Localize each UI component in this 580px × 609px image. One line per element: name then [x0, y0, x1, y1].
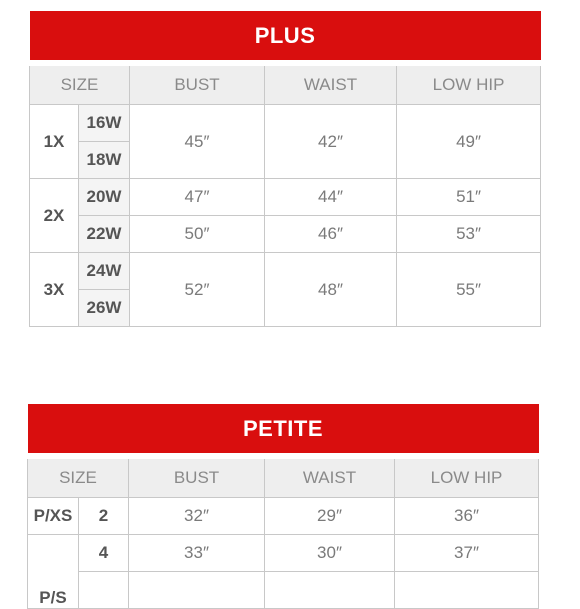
low-hip-value: 53″ — [397, 216, 541, 253]
low-hip-value: 36″ — [395, 498, 539, 535]
size-label: 1X — [30, 105, 79, 179]
table-row — [28, 498, 539, 535]
sub-size-label: 22W — [79, 216, 130, 253]
size-label: 3X — [30, 253, 79, 327]
sub-size-label: 18W — [79, 142, 130, 179]
size-label: P/S — [28, 535, 79, 609]
petite-header-size: SIZE — [28, 456, 129, 498]
sub-size-label: 26W — [79, 290, 130, 327]
bust-value: 45″ — [130, 105, 265, 179]
petite-size-chart — [27, 404, 539, 609]
table-row — [28, 535, 539, 572]
bust-value: 32″ — [129, 498, 265, 535]
bust-value: 52″ — [130, 253, 265, 327]
waist-value: 29″ — [265, 498, 395, 535]
sub-size-cell — [79, 572, 129, 609]
sub-size-label: 20W — [79, 179, 130, 216]
bust-value: 33″ — [129, 535, 265, 572]
waist-value: 44″ — [265, 179, 397, 216]
table-row — [30, 253, 541, 290]
plus-header-waist: WAIST — [265, 63, 397, 105]
table-row — [30, 105, 541, 142]
sub-size-label: 16W — [79, 105, 130, 142]
plus-size-chart — [29, 11, 541, 327]
waist-value: 48″ — [265, 253, 397, 327]
plus-header-low-hip: LOW HIP — [397, 63, 541, 105]
low-hip-value: 55″ — [397, 253, 541, 327]
plus-header-bust: BUST — [130, 63, 265, 105]
sub-size-label: 24W — [79, 253, 130, 290]
waist-value: 46″ — [265, 216, 397, 253]
waist-value: 30″ — [265, 535, 395, 572]
table-row — [28, 572, 539, 609]
waist-cell — [265, 572, 395, 609]
plus-header-size: SIZE — [30, 63, 130, 105]
bust-cell — [129, 572, 265, 609]
sub-size-label: 2 — [79, 498, 129, 535]
plus-title: PLUS — [30, 11, 541, 63]
table-row — [30, 179, 541, 216]
low-hip-value: 37″ — [395, 535, 539, 572]
petite-header-low-hip: LOW HIP — [395, 456, 539, 498]
petite-header-waist: WAIST — [265, 456, 395, 498]
table-row — [30, 216, 541, 253]
size-label: P/XS — [28, 498, 79, 535]
waist-value: 42″ — [265, 105, 397, 179]
bust-value: 50″ — [130, 216, 265, 253]
sub-size-label: 4 — [79, 535, 129, 572]
bust-value: 47″ — [130, 179, 265, 216]
low-hip-value: 49″ — [397, 105, 541, 179]
petite-header-bust: BUST — [129, 456, 265, 498]
size-label: 2X — [30, 179, 79, 253]
low-hip-value: 51″ — [397, 179, 541, 216]
low-hip-cell — [395, 572, 539, 609]
petite-title: PETITE — [28, 404, 539, 456]
